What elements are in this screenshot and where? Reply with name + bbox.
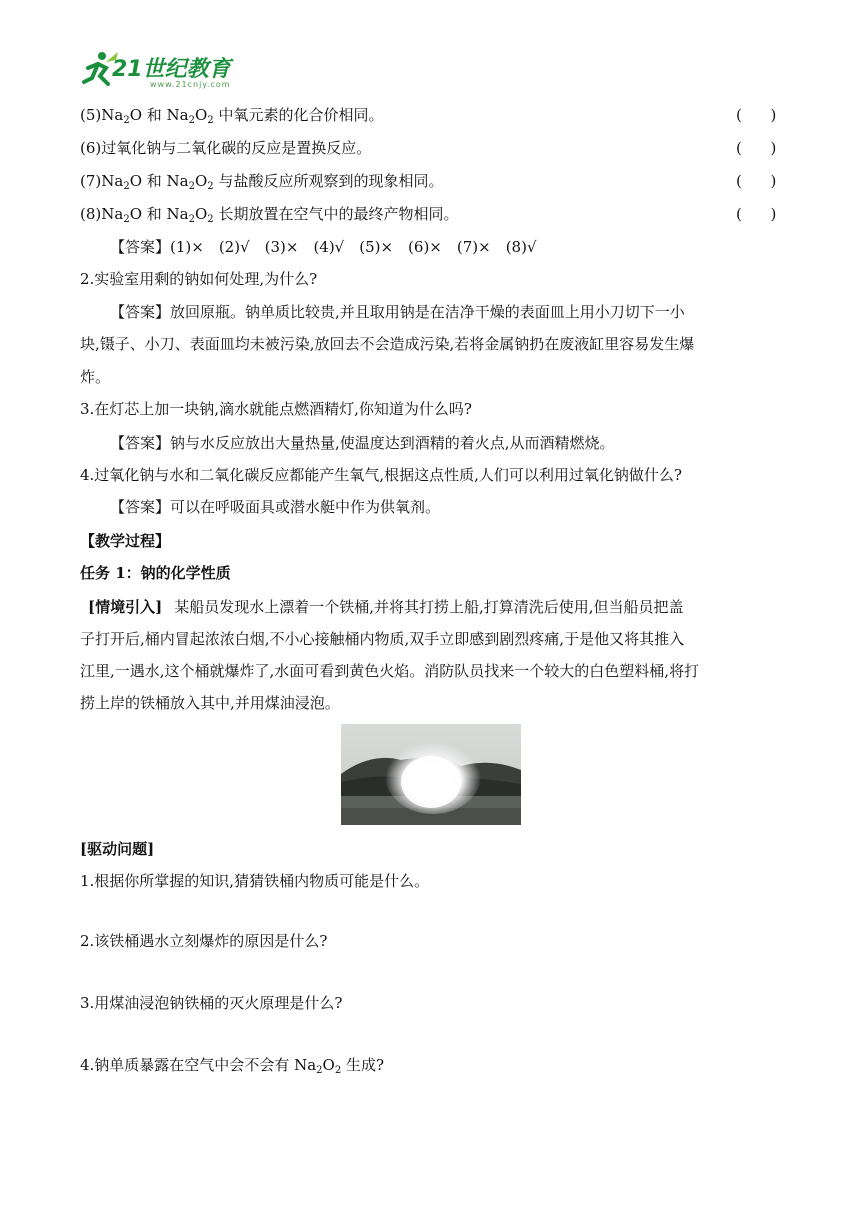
answer-blank-7: ( ) [736, 172, 777, 190]
judgment-item-7: $(7)Na_2O$ 和 $Na_2O_2$ 与盐酸反应所观察到的现象相同。 [80, 172, 444, 192]
judgment-item-5: $(5)Na_2O$ 和 $Na_2O_2$ 中氧元素的化合价相同。 [80, 106, 384, 126]
scenario-line-2: 子打开后,桶内冒起浓浓白烟,不小心接触桶内物质,双手立即感到剧烈疼痛,于是他又将其推入 [80, 630, 685, 648]
scenario-label: [情境引入] [88, 598, 163, 616]
answer-2-line-2: 块,镊子、小刀、表面皿均未被污染,放回去不会造成污染,若将金属钠扔在废液缸里容易发生爆 [80, 335, 695, 353]
answer-2-line-3: 炸。 [80, 368, 111, 386]
logo-brand: 21世纪教育 [112, 57, 231, 82]
drive-question-1: 1.根据你所掌握的知识,猜猜铁桶内物质可能是什么。 [80, 872, 430, 890]
drive-question-4: 4.钠单质暴露在空气中会不会有 $Na_2O_2$ 生成? [80, 1056, 385, 1076]
question-4: 4.过氧化钠与水和二氧化碳反应都能产生氧气,根据这点性质,人们可以利用过氧化钠做什么? [80, 466, 682, 484]
judgment-item-6: (6)过氧化钠与二氧化碳的反应是置换反应。 [80, 139, 372, 157]
drive-question-3: 3.用煤油浸泡钠铁桶的灭火原理是什么? [80, 994, 343, 1012]
section-heading: 【教学过程】 [80, 532, 171, 550]
task-heading: 任务 1：钠的化学性质 [80, 564, 231, 582]
question-2: 2.实验室用剩的钠如何处理,为什么? [80, 270, 318, 288]
scenario-line-3: 江里,一遇水,这个桶就爆炸了,水面可看到黄色火焰。消防队员找来一个较大的白色塑料桶,将打 [80, 662, 700, 680]
answer-3: 【答案】钠与水反应放出大量热量,使温度达到酒精的着火点,从而酒精燃烧。 [110, 434, 615, 452]
answer-4: 【答案】可以在呼吸面具或潜水艇中作为供氧剂。 [110, 498, 441, 516]
answer-blank-8: ( ) [736, 205, 777, 223]
judgment-item-8: $(8)Na_2O$ 和 $Na_2O_2$ 长期放置在空气中的最终产物相同。 [80, 205, 459, 225]
answer-1: 【答案】(1)× (2)√ (3)× (4)√ (5)× (6)× (7)× (8)√ [110, 238, 537, 256]
explosion-photo [341, 724, 521, 825]
answer-2-line-1: 【答案】放回原瓶。钠单质比较贵,并且取用钠是在洁净干燥的表面皿上用小刀切下一小 [110, 303, 685, 321]
drive-question-2: 2.该铁桶遇水立刻爆炸的原因是什么? [80, 932, 328, 950]
drive-title: [驱动问题] [80, 840, 155, 858]
answer-blank-6: ( ) [736, 139, 777, 157]
logo-url: www.21cnjy.com [150, 80, 231, 89]
answer-blank-5: ( ) [736, 106, 777, 124]
question-3: 3.在灯芯上加一块钠,滴水就能点燃酒精灯,你知道为什么吗? [80, 400, 472, 418]
scenario-line-1: [情境引入] 某船员发现水上漂着一个铁桶,并将其打捞上船,打算清洗后使用,但当船员把盖 [88, 598, 684, 616]
scenario-line-4: 捞上岸的铁桶放入其中,并用煤油浸泡。 [80, 694, 340, 712]
